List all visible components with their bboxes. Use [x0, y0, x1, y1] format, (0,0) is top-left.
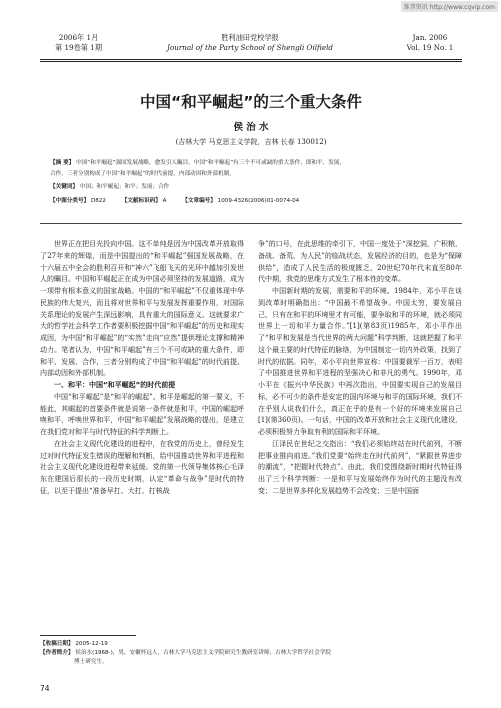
header-issue	[400, 33, 460, 53]
article-id-value: 1009-4326(2006)01-0074-04	[217, 198, 300, 204]
header-volume-line: 第 19卷第 1期	[55, 43, 103, 52]
paragraph-peace-1: 中国“和平崛起”是“和平的崛起”。和平是崛起的第一要义，不能此，其崛起的首要条件就是说第一条件就是和平，中国的崛起呼唤和平，呼唤世界和平，中国“和平崛起”发展战略的提出，是建立在我们党对和平与时代特征的科学判断上。	[40, 392, 244, 436]
header-date	[55, 33, 102, 53]
header-date-line: 2006年 1月	[58, 33, 99, 42]
classification-line	[50, 196, 299, 207]
clc-label: 【中图分类号】	[50, 198, 90, 204]
received-line	[40, 640, 331, 649]
body-column-left	[40, 239, 244, 634]
footnote-rule	[40, 635, 136, 636]
footnote-block	[40, 640, 331, 667]
author-bio-text: 侯治水(1968-)，男，安徽怀远人，吉林大学马克思主义学院研究生教研室讲师；吉林大学哲学社会学院	[75, 650, 331, 656]
header-journal	[150, 33, 350, 53]
paragraph-peace-2: 在社会主义现代化建设的进程中，在我党的历史上，曾经发生过对时代特征发生错误的理解和判断，给中国推动世界和平进程和社会主义现代化建设进程带来延缓。党的第一代领导集体核心毛泽东在建国后很长的一段历史时期，认定“革命与战争”是时代的特征，以至于提出“准备早打、大打、打核战	[40, 439, 244, 495]
header-issue-volume: Vol. 19 No. 1	[406, 43, 454, 52]
body-column-right	[258, 239, 462, 634]
paragraph-jiang: 江泽民在世纪之交指出：“我们必须始终站在时代前列，不断把事业推向前进。”我们党要“始终走在时代前列”，“紧跟世界进步的潮流”，“把握时代特点”。由此，我们党围绕新时期时代特征得出了三个科学判断：一是和平与发展始终作为时代的主题没有改变；二是世界多样化发展趋势不会改变；三是中国面	[258, 439, 462, 495]
received-date: 2005-12-19	[75, 641, 108, 647]
keywords-label: 【关键词】	[50, 184, 78, 190]
author-bio-label: 【作者简介】	[40, 650, 74, 656]
paragraph-continued: 争”的口号，在此思维的牵引下，中国一度处于“深挖洞，广积粮，备战、备荒、为人民”的临战状态，发展经济的目的，也是为“保障供给”，造成了人民生活的极度匮乏，20世纪70年代末直至80年代中期，我党的思维方式发生了根本性的变革。	[258, 240, 462, 284]
keywords-text: 中国；和平崛起；和平；发展；合作	[79, 184, 170, 190]
watermark-stamp: 维普资讯 http://www.cqvip.com	[401, 1, 498, 12]
header-journal-cn: 胜利油田党校学报	[221, 33, 279, 42]
doc-code-label: 【文献标识码】	[121, 198, 161, 204]
doc-code-value: A	[162, 198, 167, 204]
article-affiliation: (吉林大学 马克思主义学院，吉林 长春 130012)	[175, 138, 327, 146]
abstract-line-2: 合作，三者分别构成了中国“和平崛起”的时代前提、内部动因和外部机制。	[50, 171, 235, 177]
keywords-line	[50, 182, 169, 193]
page-number: 74	[40, 684, 50, 693]
article-id-label: 【文章编号】	[182, 198, 216, 204]
abstract-text-1: 中国“和平崛起”强国发展战略，愈发引人瞩目。中国“和平崛起”有三个不可或缺的重大条件，即和平、发展、	[76, 160, 346, 166]
meta-rule	[40, 223, 462, 224]
article-title: 中国“和平崛起”的三个重大条件	[140, 93, 362, 111]
author-bio-line	[40, 649, 331, 658]
author-bio-line-2: 博士研究生。	[74, 659, 108, 665]
header-issue-date: Jan. 2006	[412, 33, 448, 42]
paragraph-deng: 中国新时期的发展，需要和平的环境。1984年，邓小平在谈到改革时明确指出：“中国最不希望战争。中国太穷，要发展自己，只有在和平的环境里才有可能，要争取和平的环境，就必须同世界上一切和平力量合作。”[1](第83页)1985年，邓小平作出了“和平和发展是当代世界的两大问题”科学判断，这就把握了和平这个最主要的时代特征的脉络，为中国制定一切内外政策，找到了时代的依据。同年，邓小平向世界宣称：中国要裁军一百万，表明了中国推进世界和平进程的坚强决心和非凡的勇气。1990年，邓小平在《振兴中华民族》中再次指出，中国要实现自己的发展目标，必不可少的条件是安定的国内环境与和平的国际环境，我们不在乎别人说我们什么，真正在乎的是有一个好的环境来发展自己[1](第360页)。一句话，中国的改革开放和社会主义现代化建设，必须积极努力争取有利的国际和平环境。	[258, 287, 462, 436]
header-rule	[40, 59, 462, 62]
abstract-block	[50, 158, 345, 180]
received-label: 【收稿日期】	[40, 641, 74, 647]
abstract-line	[50, 158, 345, 169]
clc-value: D822	[90, 198, 106, 204]
abstract-label: 【摘 要】	[50, 160, 75, 166]
paragraph-intro: 世界正在把目光投向中国。这不单纯是因为中国改革开放取得了27年来的辉煌，而是中国提出的“和平崛起”强国发展战略，在十六届五中全会的胜利召开和“神六”飞船飞天的光环中越加引发世人的瞩目。中国和平崛起正在成为中国必须坚持的发展道路，成为一项带有根本意义的国家战略。中国的“和平崛起”不仅重体现中华民族的伟大复兴，而且将对世界和平与发展发挥重要作用，对国际关系理论的发展产生深远影响，具有重大的国际意义。这就要求广大的哲学社会科学工作者要积极挖掘中国“和平崛起”的历史和现实成因，为中国“和平崛起”的“实然”走向“应然”提供理论支撑和精神动力。笔者认为，中国“和平崛起”有三个不可或缺的重大条件，即和平、发展、合作，三者分别构成了中国“和平崛起”的时代前提、内部动因和外部机制。	[40, 240, 244, 378]
article-author: 侯 治 水	[233, 122, 269, 133]
section-heading-peace: 一、和平：中国“和平崛起”的时代前提	[54, 381, 176, 389]
header-journal-en: Journal of the Party School of Shengli Oilfield	[166, 43, 333, 52]
